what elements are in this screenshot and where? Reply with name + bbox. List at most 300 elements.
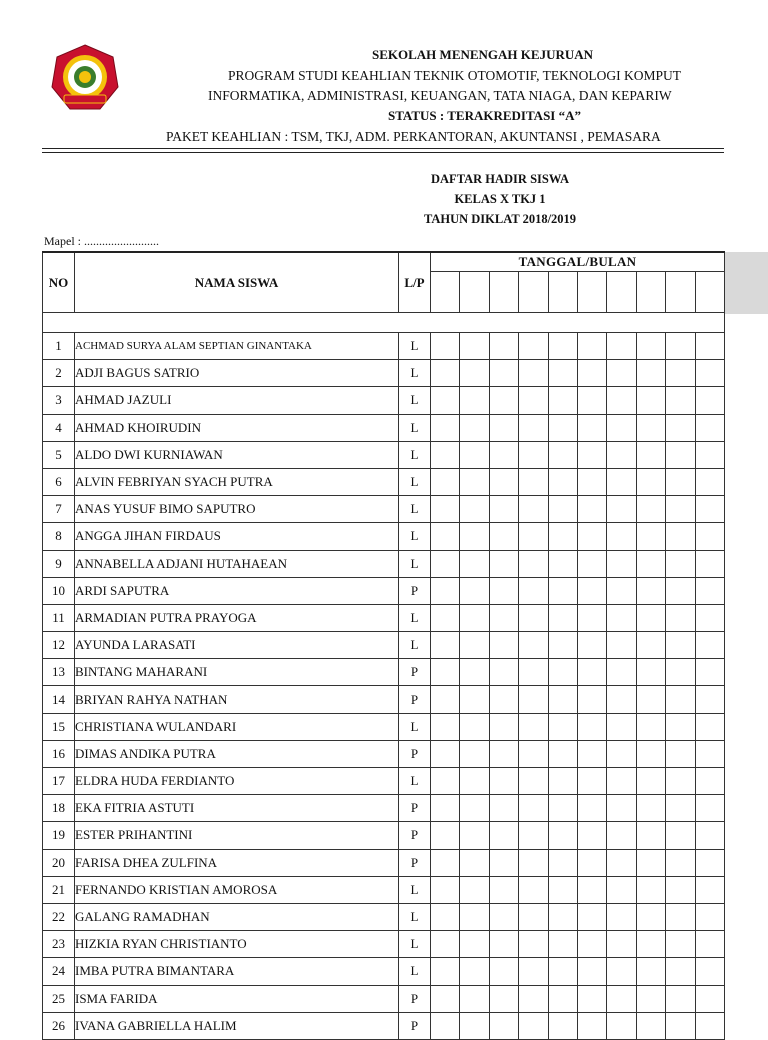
attendance-cell[interactable] [607, 931, 636, 958]
attendance-cell[interactable] [607, 795, 636, 822]
attendance-cell[interactable] [548, 496, 577, 523]
attendance-cell[interactable] [431, 468, 460, 495]
attendance-cell[interactable] [577, 903, 606, 930]
attendance-cell[interactable] [548, 931, 577, 958]
attendance-cell[interactable] [695, 985, 724, 1012]
attendance-cell[interactable] [519, 768, 548, 795]
attendance-cell[interactable] [607, 903, 636, 930]
row-number: 24 [43, 958, 75, 985]
student-name: ACHMAD SURYA ALAM SEPTIAN GINANTAKA [75, 333, 399, 360]
attendance-cell[interactable] [548, 958, 577, 985]
attendance-cell[interactable] [431, 632, 460, 659]
programs-line-1: PROGRAM STUDI KEAHLIAN TEKNIK OTOMOTIF, TEKNOLOGI KOMPUT [228, 68, 682, 83]
subject-field[interactable]: Mapel : ......................... [44, 234, 159, 248]
date-column-header [666, 272, 695, 313]
attendance-cell[interactable] [695, 387, 724, 414]
row-number: 2 [43, 360, 75, 387]
attendance-cell[interactable] [489, 768, 518, 795]
attendance-cell[interactable] [636, 686, 665, 713]
attendance-cell[interactable] [607, 360, 636, 387]
attendance-cell[interactable] [636, 604, 665, 631]
student-name: ADJI BAGUS SATRIO [75, 360, 399, 387]
student-name: GALANG RAMADHAN [75, 903, 399, 930]
table-row [43, 903, 725, 930]
attendance-cell[interactable] [666, 740, 695, 767]
attendance-cell[interactable] [431, 333, 460, 360]
attendance-cell[interactable] [636, 768, 665, 795]
attendance-cell[interactable] [695, 1012, 724, 1039]
attendance-cell[interactable] [577, 686, 606, 713]
attendance-cell[interactable] [577, 496, 606, 523]
attendance-cell[interactable] [577, 849, 606, 876]
attendance-cell[interactable] [666, 577, 695, 604]
attendance-cell[interactable] [636, 740, 665, 767]
attendance-cell[interactable] [577, 333, 606, 360]
attendance-cell[interactable] [695, 632, 724, 659]
header-gender: L/P [399, 252, 431, 313]
attendance-cell[interactable] [519, 686, 548, 713]
table-row [43, 632, 725, 659]
attendance-cell[interactable] [460, 903, 489, 930]
attendance-cell[interactable] [431, 659, 460, 686]
attendance-cell[interactable] [460, 468, 489, 495]
attendance-cell[interactable] [431, 387, 460, 414]
attendance-cell[interactable] [431, 577, 460, 604]
attendance-cell[interactable] [548, 849, 577, 876]
row-number: 17 [43, 768, 75, 795]
table-row [43, 713, 725, 740]
attendance-cell[interactable] [636, 1012, 665, 1039]
attendance-cell[interactable] [636, 577, 665, 604]
attendance-cell[interactable] [519, 496, 548, 523]
attendance-cell[interactable] [489, 985, 518, 1012]
table-row [43, 686, 725, 713]
attendance-cell[interactable] [548, 713, 577, 740]
attendance-cell[interactable] [666, 985, 695, 1012]
attendance-cell[interactable] [666, 876, 695, 903]
student-name: IMBA PUTRA BIMANTARA [75, 958, 399, 985]
attendance-cell[interactable] [431, 822, 460, 849]
attendance-cell[interactable] [489, 632, 518, 659]
attendance-cell[interactable] [548, 768, 577, 795]
attendance-cell[interactable] [666, 360, 695, 387]
attendance-cell[interactable] [460, 958, 489, 985]
student-gender: L [399, 387, 431, 414]
attendance-cell[interactable] [636, 468, 665, 495]
attendance-cell[interactable] [636, 496, 665, 523]
attendance-cell[interactable] [577, 550, 606, 577]
attendance-cell[interactable] [460, 985, 489, 1012]
attendance-cell[interactable] [489, 659, 518, 686]
date-column-header [489, 272, 518, 313]
attendance-cell[interactable] [548, 550, 577, 577]
attendance-cell[interactable] [666, 686, 695, 713]
attendance-cell[interactable] [489, 387, 518, 414]
attendance-cell[interactable] [577, 768, 606, 795]
attendance-cell[interactable] [548, 822, 577, 849]
attendance-cell[interactable] [489, 822, 518, 849]
attendance-cell[interactable] [695, 931, 724, 958]
attendance-cell[interactable] [489, 849, 518, 876]
attendance-cell[interactable] [695, 795, 724, 822]
attendance-cell[interactable] [548, 387, 577, 414]
attendance-cell[interactable] [489, 468, 518, 495]
attendance-cell[interactable] [460, 414, 489, 441]
attendance-cell[interactable] [431, 604, 460, 631]
attendance-cell[interactable] [431, 496, 460, 523]
attendance-cell[interactable] [489, 931, 518, 958]
attendance-cell[interactable] [695, 468, 724, 495]
attendance-cell[interactable] [577, 740, 606, 767]
attendance-cell[interactable] [460, 740, 489, 767]
attendance-cell[interactable] [577, 795, 606, 822]
attendance-cell[interactable] [489, 713, 518, 740]
attendance-cell[interactable] [548, 577, 577, 604]
attendance-cell[interactable] [460, 387, 489, 414]
attendance-cell[interactable] [666, 604, 695, 631]
attendance-cell[interactable] [695, 768, 724, 795]
attendance-cell[interactable] [666, 468, 695, 495]
table-row [43, 822, 725, 849]
attendance-cell[interactable] [460, 876, 489, 903]
attendance-cell[interactable] [460, 849, 489, 876]
attendance-cell[interactable] [666, 441, 695, 468]
table-row [43, 441, 725, 468]
attendance-cell[interactable] [519, 577, 548, 604]
attendance-cell[interactable] [695, 903, 724, 930]
attendance-cell[interactable] [519, 849, 548, 876]
attendance-cell[interactable] [666, 550, 695, 577]
attendance-cell[interactable] [636, 632, 665, 659]
student-gender: L [399, 931, 431, 958]
programs-line-2: INFORMATIKA, ADMINISTRASI, KEUANGAN, TATA NIAGA, DAN KEPARIW [208, 88, 672, 103]
attendance-cell[interactable] [489, 523, 518, 550]
attendance-cell[interactable] [460, 604, 489, 631]
student-name: HIZKIA RYAN CHRISTIANTO [75, 931, 399, 958]
attendance-cell[interactable] [431, 686, 460, 713]
attendance-cell[interactable] [666, 822, 695, 849]
attendance-cell[interactable] [548, 985, 577, 1012]
attendance-cell[interactable] [431, 523, 460, 550]
attendance-cell[interactable] [607, 985, 636, 1012]
attendance-cell[interactable] [548, 795, 577, 822]
attendance-cell[interactable] [636, 659, 665, 686]
attendance-cell[interactable] [607, 632, 636, 659]
attendance-cell[interactable] [577, 876, 606, 903]
attendance-cell[interactable] [695, 577, 724, 604]
attendance-cell[interactable] [577, 1012, 606, 1039]
attendance-cell[interactable] [607, 659, 636, 686]
attendance-cell[interactable] [695, 958, 724, 985]
attendance-cell[interactable] [695, 713, 724, 740]
attendance-cell[interactable] [519, 713, 548, 740]
attendance-cell[interactable] [460, 523, 489, 550]
attendance-cell[interactable] [695, 740, 724, 767]
attendance-cell[interactable] [489, 333, 518, 360]
attendance-cell[interactable] [577, 387, 606, 414]
attendance-cell[interactable] [489, 360, 518, 387]
attendance-cell[interactable] [577, 659, 606, 686]
attendance-cell[interactable] [519, 659, 548, 686]
attendance-cell[interactable] [431, 414, 460, 441]
attendance-cell[interactable] [519, 360, 548, 387]
attendance-cell[interactable] [489, 903, 518, 930]
attendance-cell[interactable] [577, 468, 606, 495]
attendance-cell[interactable] [548, 441, 577, 468]
attendance-cell[interactable] [695, 360, 724, 387]
attendance-cell[interactable] [695, 659, 724, 686]
student-gender: P [399, 740, 431, 767]
attendance-cell[interactable] [666, 523, 695, 550]
attendance-cell[interactable] [607, 550, 636, 577]
attendance-cell[interactable] [636, 333, 665, 360]
attendance-cell[interactable] [607, 441, 636, 468]
attendance-cell[interactable] [695, 822, 724, 849]
attendance-cell[interactable] [489, 496, 518, 523]
attendance-cell[interactable] [607, 822, 636, 849]
attendance-cell[interactable] [636, 931, 665, 958]
attendance-cell[interactable] [489, 577, 518, 604]
attendance-cell[interactable] [548, 740, 577, 767]
attendance-cell[interactable] [460, 550, 489, 577]
attendance-cell[interactable] [460, 686, 489, 713]
attendance-cell[interactable] [489, 958, 518, 985]
attendance-cell[interactable] [548, 360, 577, 387]
attendance-cell[interactable] [695, 414, 724, 441]
attendance-cell[interactable] [666, 795, 695, 822]
attendance-cell[interactable] [607, 958, 636, 985]
attendance-cell[interactable] [607, 468, 636, 495]
attendance-cell[interactable] [489, 550, 518, 577]
attendance-cell[interactable] [460, 659, 489, 686]
attendance-cell[interactable] [519, 387, 548, 414]
attendance-cell[interactable] [666, 496, 695, 523]
attendance-cell[interactable] [666, 333, 695, 360]
attendance-cell[interactable] [548, 1012, 577, 1039]
row-number: 15 [43, 713, 75, 740]
attendance-cell[interactable] [460, 713, 489, 740]
attendance-cell[interactable] [489, 1012, 518, 1039]
attendance-cell[interactable] [636, 985, 665, 1012]
table-row [43, 468, 725, 495]
attendance-cell[interactable] [695, 876, 724, 903]
attendance-cell[interactable] [607, 387, 636, 414]
attendance-cell[interactable] [460, 822, 489, 849]
attendance-cell[interactable] [666, 414, 695, 441]
attendance-cell[interactable] [460, 496, 489, 523]
attendance-cell[interactable] [519, 523, 548, 550]
row-number: 14 [43, 686, 75, 713]
attendance-cell[interactable] [695, 550, 724, 577]
attendance-cell[interactable] [489, 441, 518, 468]
attendance-cell[interactable] [577, 632, 606, 659]
attendance-cell[interactable] [695, 523, 724, 550]
table-row [43, 931, 725, 958]
attendance-cell[interactable] [666, 931, 695, 958]
student-name: ALVIN FEBRIYAN SYACH PUTRA [75, 468, 399, 495]
attendance-cell[interactable] [636, 550, 665, 577]
attendance-cell[interactable] [577, 822, 606, 849]
student-name: ANNABELLA ADJANI HUTAHAEAN [75, 550, 399, 577]
attendance-cell[interactable] [460, 360, 489, 387]
attendance-cell[interactable] [636, 360, 665, 387]
attendance-cell[interactable] [548, 903, 577, 930]
attendance-cell[interactable] [607, 523, 636, 550]
header-divider-thin [42, 152, 724, 153]
attendance-cell[interactable] [460, 577, 489, 604]
attendance-cell[interactable] [431, 441, 460, 468]
attendance-cell[interactable] [519, 931, 548, 958]
attendance-cell[interactable] [636, 523, 665, 550]
attendance-cell[interactable] [695, 496, 724, 523]
attendance-cell[interactable] [666, 849, 695, 876]
attendance-cell[interactable] [577, 985, 606, 1012]
row-number: 10 [43, 577, 75, 604]
attendance-cell[interactable] [636, 822, 665, 849]
attendance-cell[interactable] [577, 414, 606, 441]
attendance-cell[interactable] [695, 333, 724, 360]
attendance-cell[interactable] [636, 903, 665, 930]
attendance-cell[interactable] [577, 713, 606, 740]
attendance-cell[interactable] [577, 523, 606, 550]
attendance-cell[interactable] [431, 740, 460, 767]
attendance-cell[interactable] [519, 632, 548, 659]
attendance-cell[interactable] [460, 768, 489, 795]
attendance-cell[interactable] [460, 1012, 489, 1039]
student-gender: L [399, 958, 431, 985]
attendance-cell[interactable] [519, 550, 548, 577]
attendance-cell[interactable] [548, 414, 577, 441]
attendance-cell[interactable] [431, 958, 460, 985]
attendance-cell[interactable] [460, 795, 489, 822]
attendance-cell[interactable] [636, 414, 665, 441]
attendance-cell[interactable] [519, 468, 548, 495]
attendance-cell[interactable] [636, 387, 665, 414]
attendance-cell[interactable] [519, 985, 548, 1012]
student-gender: P [399, 822, 431, 849]
attendance-cell[interactable] [607, 577, 636, 604]
student-gender: P [399, 686, 431, 713]
attendance-cell[interactable] [519, 441, 548, 468]
attendance-cell[interactable] [666, 713, 695, 740]
attendance-cell[interactable] [548, 686, 577, 713]
attendance-cell[interactable] [489, 686, 518, 713]
attendance-cell[interactable] [460, 632, 489, 659]
attendance-cell[interactable] [577, 958, 606, 985]
attendance-cell[interactable] [548, 523, 577, 550]
attendance-cell[interactable] [695, 849, 724, 876]
table-row [43, 958, 725, 985]
attendance-cell[interactable] [548, 333, 577, 360]
attendance-cell[interactable] [431, 849, 460, 876]
attendance-cell[interactable] [431, 931, 460, 958]
attendance-cell[interactable] [695, 686, 724, 713]
attendance-cell[interactable] [607, 713, 636, 740]
attendance-cell[interactable] [666, 1012, 695, 1039]
attendance-cell[interactable] [431, 903, 460, 930]
attendance-cell[interactable] [519, 1012, 548, 1039]
attendance-cell[interactable] [666, 387, 695, 414]
attendance-cell[interactable] [431, 1012, 460, 1039]
attendance-cell[interactable] [431, 360, 460, 387]
attendance-cell[interactable] [519, 822, 548, 849]
attendance-cell[interactable] [666, 958, 695, 985]
attendance-cell[interactable] [695, 604, 724, 631]
attendance-cell[interactable] [431, 985, 460, 1012]
attendance-cell[interactable] [636, 795, 665, 822]
attendance-cell[interactable] [666, 768, 695, 795]
attendance-cell[interactable] [431, 713, 460, 740]
attendance-cell[interactable] [489, 795, 518, 822]
attendance-cell[interactable] [519, 795, 548, 822]
attendance-cell[interactable] [460, 333, 489, 360]
attendance-cell[interactable] [548, 659, 577, 686]
attendance-cell[interactable] [548, 632, 577, 659]
attendance-cell[interactable] [577, 931, 606, 958]
attendance-cell[interactable] [519, 740, 548, 767]
attendance-cell[interactable] [460, 441, 489, 468]
table-row [43, 523, 725, 550]
attendance-cell[interactable] [607, 768, 636, 795]
attendance-cell[interactable] [607, 1012, 636, 1039]
attendance-cell[interactable] [519, 876, 548, 903]
attendance-cell[interactable] [666, 632, 695, 659]
attendance-cell[interactable] [636, 849, 665, 876]
attendance-cell[interactable] [431, 550, 460, 577]
attendance-cell[interactable] [519, 903, 548, 930]
attendance-cell[interactable] [431, 768, 460, 795]
attendance-cell[interactable] [636, 876, 665, 903]
attendance-cell[interactable] [666, 903, 695, 930]
attendance-cell[interactable] [607, 740, 636, 767]
attendance-cell[interactable] [577, 441, 606, 468]
attendance-cell[interactable] [548, 604, 577, 631]
attendance-cell[interactable] [519, 958, 548, 985]
table-row [43, 414, 725, 441]
attendance-cell[interactable] [607, 876, 636, 903]
attendance-cell[interactable] [519, 414, 548, 441]
attendance-cell[interactable] [636, 958, 665, 985]
attendance-cell[interactable] [489, 740, 518, 767]
student-gender: L [399, 604, 431, 631]
attendance-cell[interactable] [607, 604, 636, 631]
attendance-cell[interactable] [636, 441, 665, 468]
attendance-cell[interactable] [577, 604, 606, 631]
attendance-cell[interactable] [607, 849, 636, 876]
attendance-cell[interactable] [577, 577, 606, 604]
attendance-cell[interactable] [431, 795, 460, 822]
attendance-cell[interactable] [636, 713, 665, 740]
attendance-cell[interactable] [489, 414, 518, 441]
attendance-cell[interactable] [460, 931, 489, 958]
attendance-cell[interactable] [548, 876, 577, 903]
attendance-cell[interactable] [607, 496, 636, 523]
attendance-cell[interactable] [695, 441, 724, 468]
attendance-cell[interactable] [666, 659, 695, 686]
table-row [43, 768, 725, 795]
attendance-cell[interactable] [607, 333, 636, 360]
attendance-cell[interactable] [489, 876, 518, 903]
attendance-cell[interactable] [607, 686, 636, 713]
attendance-cell[interactable] [431, 876, 460, 903]
attendance-cell[interactable] [489, 604, 518, 631]
attendance-cell[interactable] [548, 468, 577, 495]
attendance-cell[interactable] [519, 604, 548, 631]
student-gender: L [399, 876, 431, 903]
attendance-cell[interactable] [577, 360, 606, 387]
attendance-cell[interactable] [519, 333, 548, 360]
attendance-cell[interactable] [607, 414, 636, 441]
